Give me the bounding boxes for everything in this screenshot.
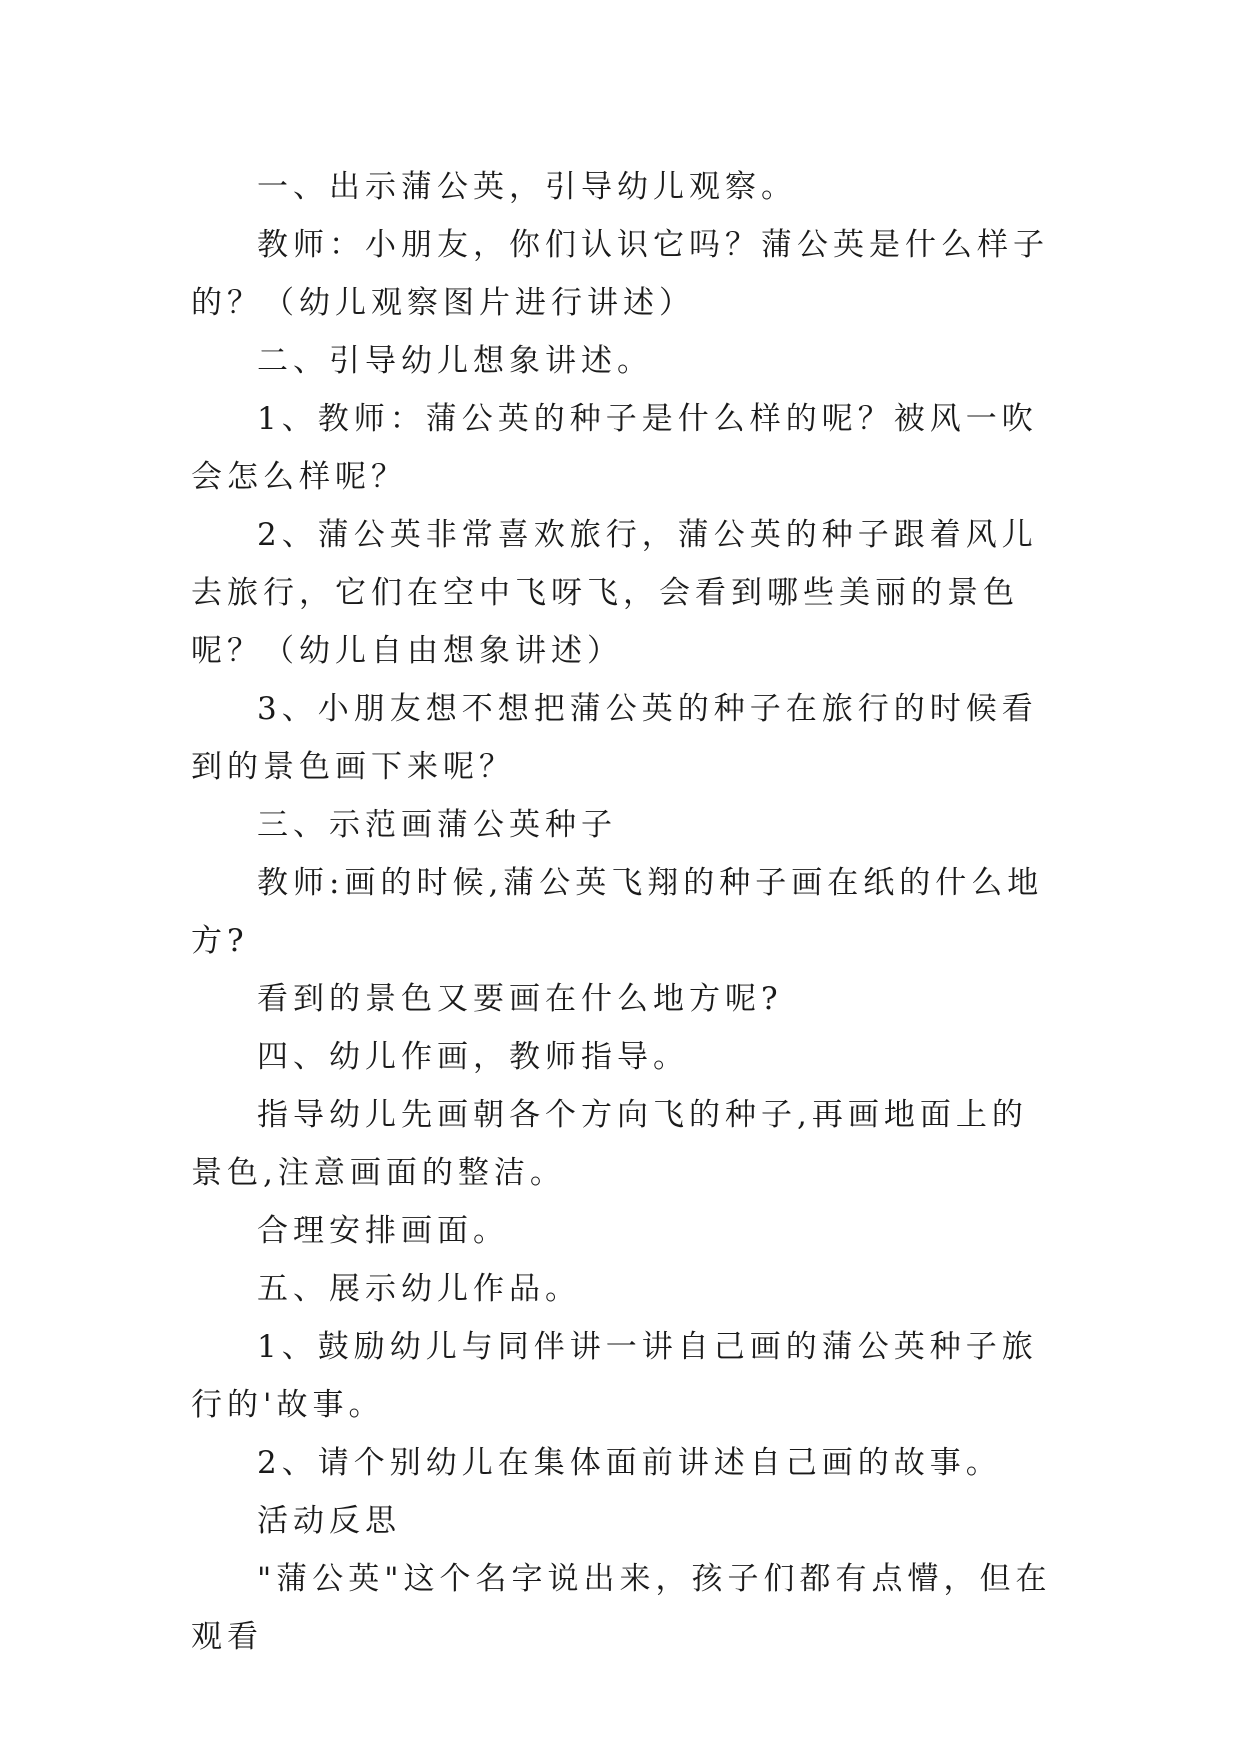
paragraph: 活动反思 <box>257 1503 401 1539</box>
paragraph: 三、示范画蒲公英种子 <box>257 807 617 843</box>
paragraph: 五、展示幼儿作品。 <box>257 1271 581 1307</box>
paragraph: 看到的景色又要画在什么地方呢? <box>257 981 783 1017</box>
paragraph: 指导幼儿先画朝各个方向飞的种子,再画地面上的景色,注意画面的整洁。 <box>191 1097 1028 1191</box>
paragraph: "蒲公英"这个名字说出来，孩子们都有点懵，但在观看 <box>191 1561 1052 1655</box>
paragraph: 1、教师：蒲公英的种子是什么样的呢？被风一吹会怎么样呢？ <box>191 401 1038 495</box>
paragraph: 2、请个别幼儿在集体面前讲述自己画的故事。 <box>257 1445 1002 1481</box>
paragraph: 四、幼儿作画，教师指导。 <box>257 1039 689 1075</box>
paragraph: 一、出示蒲公英，引导幼儿观察。 <box>257 169 797 205</box>
document-body <box>191 158 1053 1666</box>
paragraph: 1、鼓励幼儿与同伴讲一讲自己画的蒲公英种子旅行的'故事。 <box>191 1329 1038 1423</box>
paragraph: 教师：小朋友，你们认识它吗？蒲公英是什么样子的？（幼儿观察图片进行讲述） <box>191 227 1049 321</box>
paragraph: 合理安排画面。 <box>257 1213 509 1249</box>
paragraph: 3、小朋友想不想把蒲公英的种子在旅行的时候看到的景色画下来呢？ <box>191 691 1038 785</box>
paragraph: 教师:画的时候,蒲公英飞翔的种子画在纸的什么地方? <box>191 865 1044 959</box>
paragraph: 二、引导幼儿想象讲述。 <box>257 343 653 379</box>
paragraph: 2、蒲公英非常喜欢旅行，蒲公英的种子跟着风儿去旅行，它们在空中飞呀飞，会看到哪些美丽的景色呢？（幼儿自由想象讲述） <box>191 517 1038 669</box>
